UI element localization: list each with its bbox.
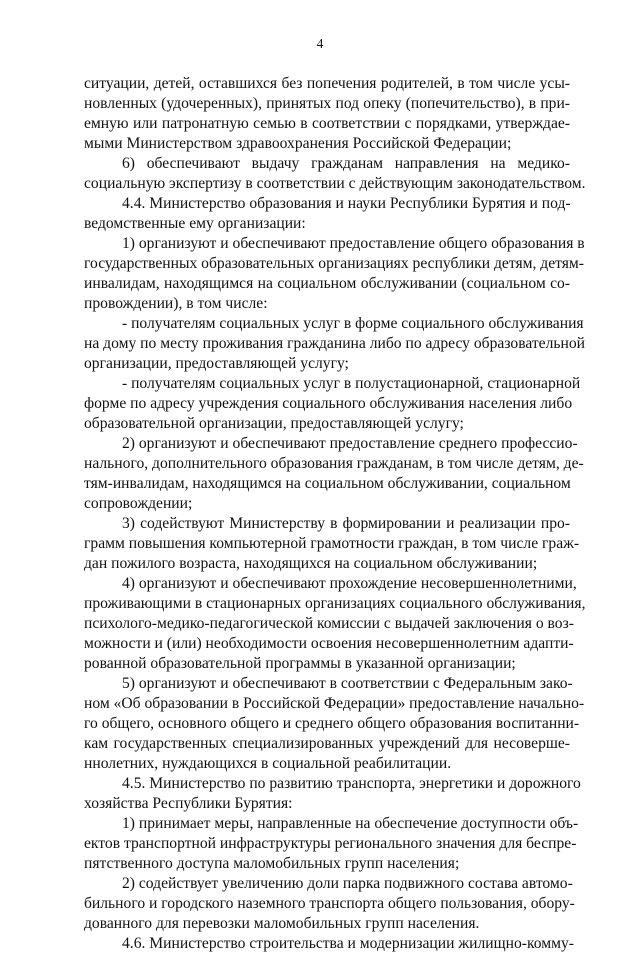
text-line: рованной образовательной программы в указанной организации;	[84, 655, 516, 672]
text-line: ведомственные ему организации:	[84, 215, 306, 232]
text-line: емную или патронатную семью в соответствии с порядками, утверждае-	[84, 115, 570, 132]
text-line: ектов транспортной инфраструктуры регионального значения для беспре-	[84, 835, 577, 852]
text-line: 1) принимает меры, направленные на обеспечение доступности объ-	[122, 815, 579, 832]
text-line: кам государственных специализированных учреждений для несоверше-	[84, 735, 570, 752]
text-line: форме по адресу учреждения социального обслуживания населения либо	[84, 395, 573, 412]
text-line: социальную экспертизу в соответствии с действующим законодательством.	[84, 175, 586, 192]
text-line: ситуации, детей, оставшихся без попечения родителей, в том числе усы-	[84, 75, 570, 92]
text-line: пятственного доступа маломобильных групп населения;	[84, 855, 460, 872]
text-line: государственных образовательных организациях республики детям, детям-	[84, 255, 584, 272]
text-line: нального, дополнительного образования гражданам, в том числе детям, де-	[84, 455, 584, 472]
text-line: дан пожилого возраста, находящихся на социальном обслуживании;	[84, 555, 538, 572]
text-line: 4.5. Министерство по развитию транспорта, энергетики и дорожного	[122, 775, 581, 792]
text-line: психолого-медико-педагогической комиссии с выдачей заключения о воз-	[84, 615, 574, 632]
text-line: провождении), в том числе:	[84, 295, 268, 312]
text-line: 4.6. Министерство строительства и модернизации жилищно-комму-	[122, 935, 574, 952]
text-line: проживающими в стационарных организациях социального обслуживания,	[84, 595, 586, 612]
text-line: сопровождении;	[84, 495, 193, 512]
text-line: 4) организуют и обеспечивают прохождение несовершеннолетними,	[122, 575, 577, 592]
text-line: ном «Об образовании в Российской Федерации» предоставление начально-	[84, 695, 585, 712]
text-line: 4.4. Министерство образования и науки Республики Бурятия и под-	[122, 195, 571, 212]
page-number: 4	[316, 36, 324, 51]
text-line: тям-инвалидам, находящимся на социальном обслуживании, социальном	[84, 475, 571, 492]
text-line: образовательной организации, предоставляющей услугу;	[84, 415, 464, 432]
text-line: дованного для перевозки маломобильных групп населения.	[84, 915, 480, 932]
text-line: хозяйства Республики Бурятия:	[84, 795, 293, 812]
text-line: 6) обеспечивают выдачу гражданам направления на медико-	[122, 155, 570, 172]
text-line: 2) содействует увеличению доли парка подвижного состава автомо-	[122, 875, 573, 892]
text-line: 1) организуют и обеспечивают предоставление общего образования в	[122, 235, 585, 252]
text-line: организации, предоставляющей услугу;	[84, 355, 349, 372]
text-line: ннолетних, нуждающихся в социальной реабилитации.	[84, 755, 452, 772]
text-line: на дому по месту проживания гражданина либо по адресу образовательной	[84, 335, 585, 352]
text-line: - получателям социальных услуг в форме социального обслуживания	[122, 315, 584, 332]
text-line: новленных (удочеренных), принятых под опеку (попечительство), в при-	[84, 95, 570, 112]
text-line: - получателям социальных услуг в полустационарной, стационарной	[122, 375, 581, 392]
text-line: мыми Министерством здравоохранения Российской Федерации;	[84, 135, 512, 152]
text-line: грамм повышения компьютерной грамотности граждан, в том числе граж-	[84, 535, 580, 552]
text-line: 2) организуют и обеспечивают предоставление среднего профессио-	[122, 435, 578, 452]
text-line: 5) организуют и обеспечивают в соответствии с Федеральным зако-	[122, 675, 573, 692]
text-line: 3) содействуют Министерству в формировании и реализации про-	[122, 515, 570, 532]
text-line: бильного и городского наземного транспорта общего пользования, обору-	[84, 895, 575, 912]
text-line: можности и (или) необходимости освоения несовершеннолетним адапти-	[84, 635, 574, 652]
text-line: го общего, основного общего и среднего общего образования воспитанни-	[84, 715, 580, 732]
text-line: инвалидам, находящимся на социальном обслуживании (социальном со-	[84, 275, 570, 292]
document-body	[84, 74, 586, 954]
